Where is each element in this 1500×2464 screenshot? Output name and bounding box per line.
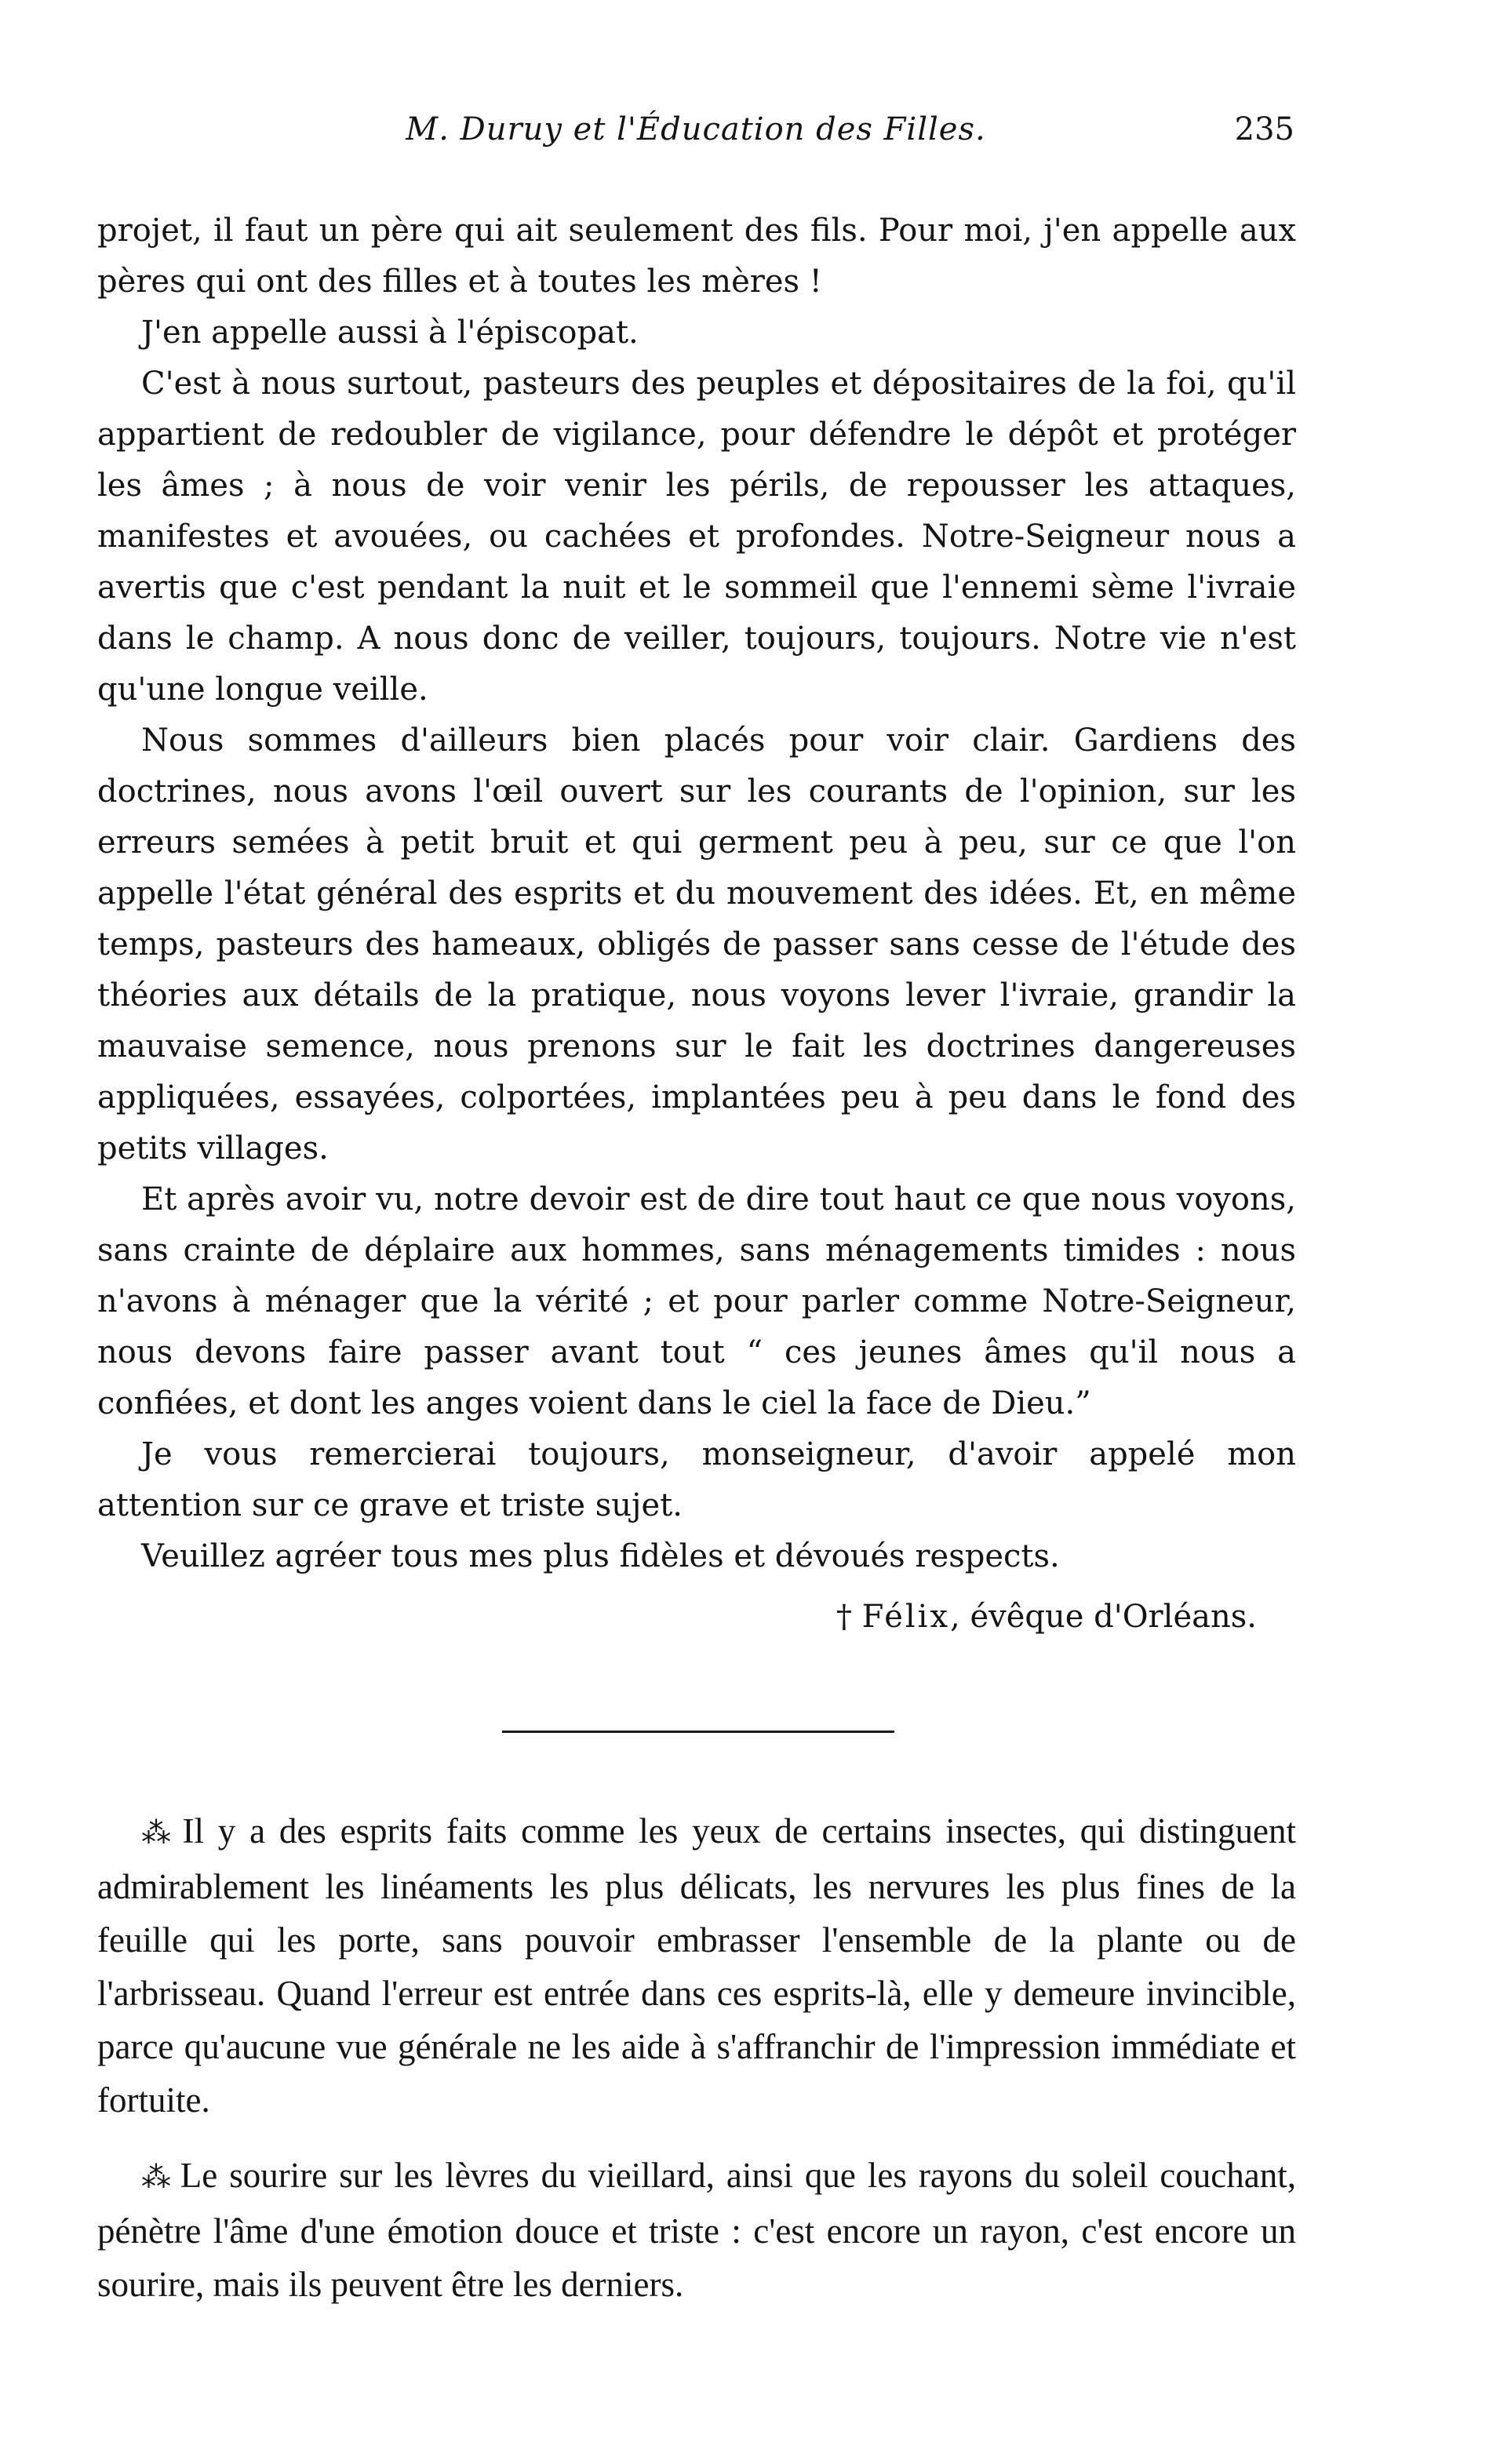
signatory-title: , évêque d'Orléans. bbox=[950, 1599, 1257, 1635]
cross-symbol: † bbox=[836, 1599, 852, 1635]
maxim-text: Le sourire sur les lèvres du vieillard, ainsi que les rayons du soleil couchant, pénètre l'âme d'une émotion douce et triste : c'est encore un rayon, c'est encore un sourire, mais ils peuvent être les derniers. bbox=[97, 2156, 1296, 2304]
maxims-section bbox=[97, 1804, 1296, 2333]
section-divider bbox=[502, 1731, 894, 1733]
asterism-icon: ⁂ bbox=[141, 1817, 175, 1850]
running-title: M. Duruy et l'Éducation des Filles. bbox=[406, 111, 986, 147]
letter-paragraph: Et après avoir vu, notre devoir est de dire tout haut ce que nous voyons, sans crainte de déplaire aux hommes, sans ménagements timides : nous n'avons à ménager que la vérité ; et pour parler comme Notre-Seigneur, nous devons faire passer avant tout “ ces jeunes âmes qu'il nous a confiées, et dont les anges voient dans le ciel la face de Dieu.” bbox=[97, 1181, 1296, 1421]
signature bbox=[97, 1592, 1296, 1643]
maxim-paragraph bbox=[97, 2149, 1296, 2311]
maxim-paragraph bbox=[97, 1804, 1296, 2127]
asterism-icon: ⁂ bbox=[141, 2161, 173, 2194]
letter-paragraph: Je vous remercierai toujours, monseigneur, d'avoir appelé mon attention sur ce grave et triste sujet. bbox=[97, 1436, 1296, 1523]
letter-paragraph: C'est à nous surtout, pasteurs des peuples et dépositaires de la foi, qu'il appartient de redoubler de vigilance, pour défendre le dépôt et protéger les âmes ; à nous de voir venir les périls, de repousser les attaques, manifestes et avouées, ou cachées et profondes. Notre-Seigneur nous a avertis que c'est pendant la nuit et le sommeil que l'ennemi sème l'ivraie dans le champ. A nous donc de veiller, toujours, toujours. Notre vie n'est qu'une longue veille. bbox=[97, 366, 1296, 708]
signatory-name: Félix bbox=[861, 1599, 951, 1635]
letter-paragraph: projet, il faut un père qui ait seulement des fils. Pour moi, j'en appelle aux pères qui ont des filles et à toutes les mères ! bbox=[97, 213, 1296, 300]
letter-paragraph: Veuillez agréer tous mes plus fidèles et dévoués respects. bbox=[141, 1538, 1060, 1574]
letter-paragraph: J'en appelle aussi à l'épiscopat. bbox=[141, 315, 639, 351]
letter-paragraph: Nous sommes d'ailleurs bien placés pour voir clair. Gardiens des doctrines, nous avons l'œil ouvert sur les courants de l'opinion, sur les erreurs semées à petit bruit et qui germent peu à peu, sur ce que l'on appelle l'état général des esprits et du mouvement des idées. Et, en même temps, pasteurs des hameaux, obligés de passer sans cesse de l'étude des théories aux détails de la pratique, nous voyons lever l'ivraie, grandir la mauvaise semence, nous prenons sur le fait les doctrines dangereuses appliquées, essayées, colportées, implantées peu à peu dans le fond des petits villages. bbox=[97, 722, 1296, 1166]
maxim-text: Il y a des esprits faits comme les yeux de certains insectes, qui distinguent admirablement les linéaments les plus délicats, les nervures les plus fines de la feuille qui les porte, sans pouvoir embrasser l'ensemble de la plante ou de l'arbrisseau. Quand l'erreur est entrée dans ces esprits-là, elle y demeure invincible, parce qu'aucune vue générale ne les aide à s'affranchir de l'impression immédiate et fortuite. bbox=[97, 1811, 1296, 2120]
page-header bbox=[97, 111, 1294, 158]
page-number: 235 bbox=[1234, 111, 1294, 147]
letter-text bbox=[97, 206, 1296, 1643]
